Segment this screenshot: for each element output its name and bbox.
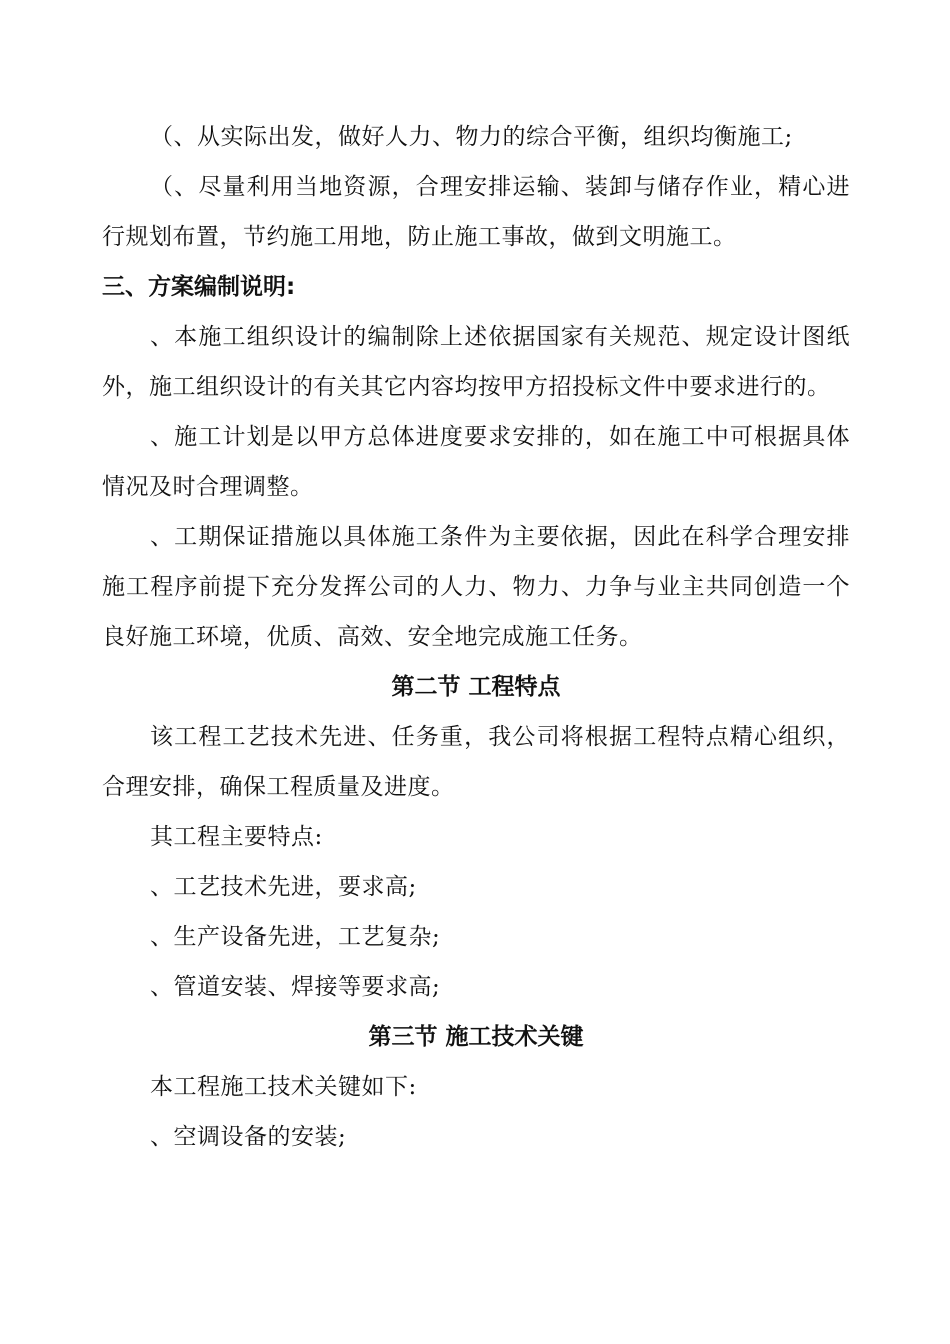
paragraph-project-intro: 该工程工艺技术先进、任务重，我公司将根据工程特点精心组织，合理安排，确保工程质量及进度。 — [102, 724, 850, 800]
paragraph-schedule: 、施工计划是以甲方总体进度要求安排的，如在施工中可根据具体情况及时合理调整。 — [102, 424, 850, 500]
list-item-feature-2: 、生产设备先进，工艺复杂; — [150, 924, 441, 950]
paragraph-balance: （、从实际出发，做好人力、物力的综合平衡，组织均衡施工; — [150, 124, 793, 150]
heading-section-three: 第三节 施工技术关键 — [368, 1024, 584, 1050]
paragraph-resources: （、尽量利用当地资源，合理安排运输、装卸与储存作业，精心进行规划布置，节约施工用地，防止施工事故，做到文明施工。 — [102, 174, 850, 250]
list-item-feature-1: 、工艺技术先进，要求高; — [150, 874, 417, 900]
paragraph-features-intro: 其工程主要特点: — [150, 824, 323, 850]
document-body — [102, 112, 850, 1162]
list-item-feature-3: 、管道安装、焊接等要求高; — [150, 974, 441, 1000]
heading-section-two: 第二节 工程特点 — [391, 674, 561, 700]
paragraph-guarantee: 、工期保证措施以具体施工条件为主要依据，因此在科学合理安排施工程序前提下充分发挥公司的人力、物力、力争与业主共同创造一个良好施工环境，优质、高效、安全地完成施工任务。 — [102, 524, 850, 650]
paragraph-design-basis: 、本施工组织设计的编制除上述依据国家有关规范、规定设计图纸外，施工组织设计的有关其它内容均按甲方招投标文件中要求进行的。 — [102, 324, 850, 400]
list-item-key-1: 、空调设备的安装; — [150, 1124, 347, 1150]
section-title-plan-notes: 三、方案编制说明: — [102, 274, 296, 300]
paragraph-key-intro: 本工程施工技术关键如下: — [150, 1074, 417, 1100]
